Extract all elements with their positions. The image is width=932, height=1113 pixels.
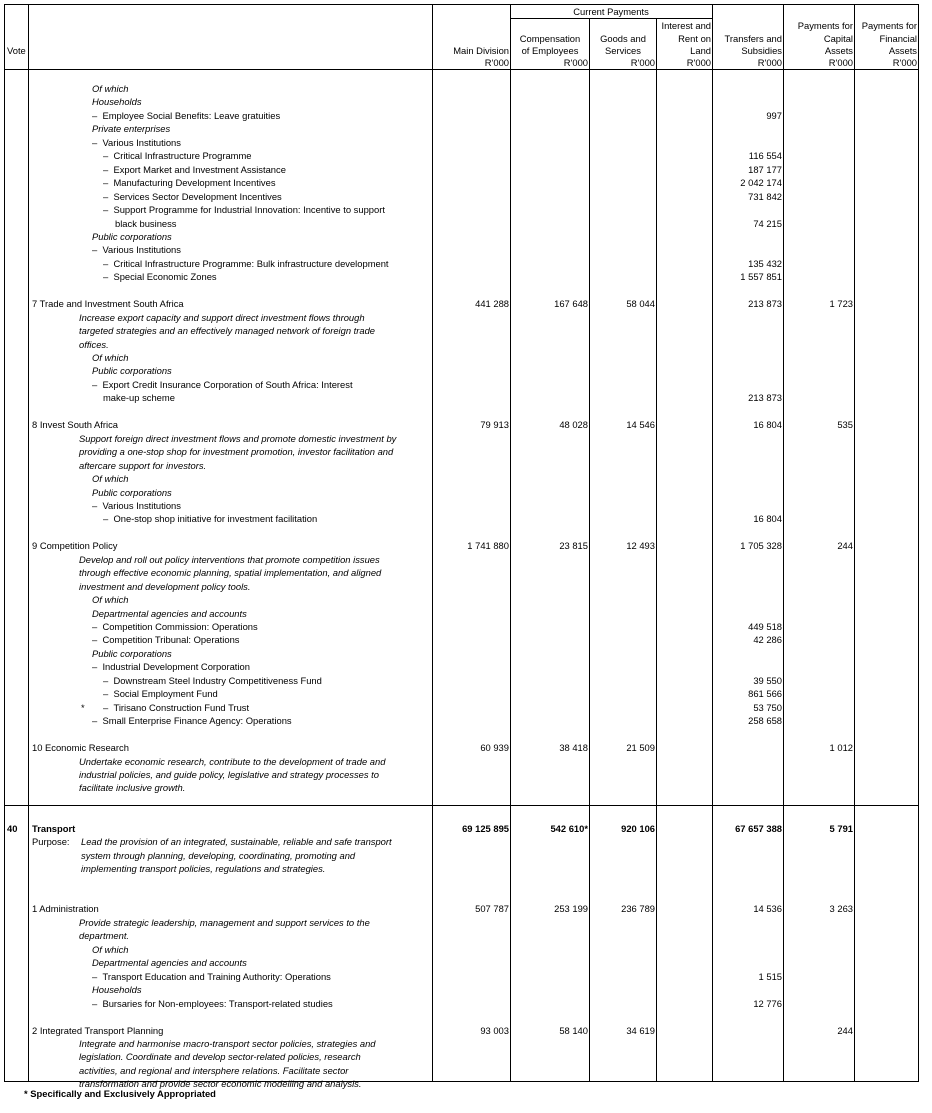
amount-tr: 449 518 bbox=[748, 621, 782, 632]
amount-ca: 1 723 bbox=[829, 298, 853, 309]
line-item-label: 7 Trade and Investment South Africa bbox=[32, 298, 184, 309]
line-item-label: – Competition Tribunal: Operations bbox=[92, 634, 240, 645]
line-item-label: – Social Employment Fund bbox=[103, 688, 218, 699]
amount-tr: 135 432 bbox=[748, 258, 782, 269]
line-item-label: – Manufacturing Development Incentives bbox=[103, 177, 276, 188]
line-item-label: Households bbox=[92, 96, 142, 107]
line-item-label: targeted strategies and an effectively managed network of foreign trade bbox=[79, 325, 376, 336]
line-item-label: Public corporations bbox=[92, 231, 172, 242]
line-item-label: – One-stop shop initiative for investment facilitation bbox=[103, 513, 317, 524]
amount-tr: 213 873 bbox=[748, 298, 782, 309]
line-item-label: – Industrial Development Corporation bbox=[92, 661, 250, 672]
transfers-header-1: Transfers and bbox=[724, 33, 782, 44]
line-item-label: – Employee Social Benefits: Leave gratuities bbox=[92, 110, 280, 121]
vote-header: Vote bbox=[7, 45, 26, 56]
line-item-label: Of which bbox=[92, 352, 129, 363]
unit-interest: R'000 bbox=[686, 57, 711, 68]
appropriation-table bbox=[4, 4, 919, 1089]
line-item-label: Departmental agencies and accounts bbox=[92, 957, 247, 968]
interest-header-2: Rent on bbox=[678, 33, 711, 44]
amount-ca: 3 263 bbox=[829, 903, 853, 914]
capital-header-2: Capital bbox=[823, 33, 853, 44]
current-payments-rule bbox=[510, 18, 712, 19]
line-item-label: providing a one-stop shop for investment promotion, investor facilitation and bbox=[79, 446, 394, 457]
line-item-label: Of which bbox=[92, 83, 129, 94]
amount-tr: 2 042 174 bbox=[740, 177, 782, 188]
amount-tr: 67 657 388 bbox=[735, 823, 782, 834]
amount-gs: 58 044 bbox=[626, 298, 655, 309]
amount-tr: 1 705 328 bbox=[740, 540, 782, 551]
line-item-label: implementing transport policies, regulations and strategies. bbox=[81, 863, 326, 874]
financial-header-3: Assets bbox=[888, 45, 917, 56]
amount-gs: 920 106 bbox=[621, 823, 655, 834]
line-item-label: Public corporations bbox=[92, 365, 172, 376]
line-item-label: – Transport Education and Training Authority: Operations bbox=[92, 971, 331, 982]
amount-tr: 39 550 bbox=[753, 675, 782, 686]
unit-main-division: R'000 bbox=[484, 57, 509, 68]
transfers-header-2: Subsidies bbox=[741, 45, 782, 56]
line-item-label: Private enterprises bbox=[92, 123, 171, 134]
line-item-label: Integrate and harmonise macro-transport sector policies, strategies and bbox=[79, 1038, 376, 1049]
amount-tr: 42 286 bbox=[753, 634, 782, 645]
amount-ce: 253 199 bbox=[554, 903, 588, 914]
amount-tr: 861 566 bbox=[748, 688, 782, 699]
unit-compensation: R'000 bbox=[563, 57, 588, 68]
goods-header-1: Goods and bbox=[600, 33, 646, 44]
amount-md: 1 741 880 bbox=[467, 540, 509, 551]
line-item-label: Transport bbox=[32, 823, 76, 834]
line-item-label: – Various Institutions bbox=[92, 500, 181, 511]
purpose-label: Purpose: bbox=[32, 836, 70, 847]
line-item-label: 9 Competition Policy bbox=[32, 540, 118, 551]
line-item-label: transformation and provide sector economic modelling and analysis. bbox=[79, 1078, 362, 1089]
amount-ce: 38 418 bbox=[559, 742, 588, 753]
line-item-label: – Services Sector Development Incentives bbox=[103, 191, 282, 202]
amount-ce: 48 028 bbox=[559, 419, 588, 430]
line-item-label: – Critical Infrastructure Programme bbox=[103, 150, 252, 161]
line-item-label: – Bursaries for Non-employees: Transport-related studies bbox=[92, 998, 333, 1009]
transport-divider bbox=[5, 805, 918, 806]
line-item-label: – Various Institutions bbox=[92, 244, 181, 255]
line-item-label: 2 Integrated Transport Planning bbox=[32, 1025, 164, 1036]
amount-tr: 997 bbox=[766, 110, 782, 121]
amount-tr: 16 804 bbox=[753, 419, 782, 430]
interest-header-3: Land bbox=[690, 45, 711, 56]
line-item-label: Public corporations bbox=[92, 648, 172, 659]
main-division-header: Main Division bbox=[453, 45, 509, 56]
amount-md: 507 787 bbox=[475, 903, 509, 914]
amount-tr: 116 554 bbox=[748, 150, 782, 161]
line-item-label: aftercare support for investors. bbox=[79, 460, 207, 471]
footnote-marker: * bbox=[81, 702, 85, 713]
line-item-label: – Export Credit Insurance Corporation of South Africa: Interest bbox=[92, 379, 353, 390]
amount-ce: 167 648 bbox=[554, 298, 588, 309]
line-item-label: system through planning, developing, coordinating, promoting and bbox=[81, 850, 356, 861]
financial-header-2: Financial bbox=[879, 33, 917, 44]
line-item-label: Households bbox=[92, 984, 142, 995]
amount-tr: 16 804 bbox=[753, 513, 782, 524]
line-item-label: activities, and regional and intersphere relations. Facilitate sector bbox=[79, 1065, 349, 1076]
line-item-label: – Special Economic Zones bbox=[103, 271, 217, 282]
amount-gs: 236 789 bbox=[621, 903, 655, 914]
amount-gs: 21 509 bbox=[626, 742, 655, 753]
amount-tr: 14 536 bbox=[753, 903, 782, 914]
capital-header-3: Assets bbox=[824, 45, 853, 56]
unit-financial: R'000 bbox=[892, 57, 917, 68]
line-item-label: – Downstream Steel Industry Competitiveness Fund bbox=[103, 675, 322, 686]
amount-md: 69 125 895 bbox=[462, 823, 509, 834]
amount-md: 93 003 bbox=[480, 1025, 509, 1036]
line-item-label: – Tirisano Construction Fund Trust bbox=[103, 702, 249, 713]
amount-gs: 34 619 bbox=[626, 1025, 655, 1036]
capital-header-1: Payments for bbox=[797, 20, 853, 31]
line-item-label: – Export Market and Investment Assistance bbox=[103, 164, 286, 175]
line-item-label: – Critical Infrastructure Programme: Bulk infrastructure development bbox=[103, 258, 389, 269]
line-item-label: Increase export capacity and support direct investment flows through bbox=[79, 312, 365, 323]
line-item-label: – Small Enterprise Finance Agency: Operations bbox=[92, 715, 292, 726]
line-item-label: department. bbox=[79, 930, 130, 941]
compensation-header-2: of Employees bbox=[521, 45, 579, 56]
interest-header-1: Interest and bbox=[661, 20, 711, 31]
amount-ce: 23 815 bbox=[559, 540, 588, 551]
line-item-label: Of which bbox=[92, 594, 129, 605]
line-item-label: Provide strategic leadership, management and support services to the bbox=[79, 917, 370, 928]
financial-header-1: Payments for bbox=[861, 20, 917, 31]
amount-tr: 213 873 bbox=[748, 392, 782, 403]
line-item-label: 8 Invest South Africa bbox=[32, 419, 118, 430]
line-item-label: Undertake economic research, contribute to the development of trade and bbox=[79, 756, 386, 767]
line-item-label: 10 Economic Research bbox=[32, 742, 129, 753]
line-item-label: Departmental agencies and accounts bbox=[92, 608, 247, 619]
unit-transfers: R'000 bbox=[757, 57, 782, 68]
amount-ce: 542 610* bbox=[550, 823, 588, 834]
unit-goods: R'000 bbox=[630, 57, 655, 68]
vote-number: 40 bbox=[7, 823, 18, 834]
line-item-label: Lead the provision of an integrated, sustainable, reliable and safe transport bbox=[81, 836, 392, 847]
line-item-label: – Support Programme for Industrial Innovation: Incentive to support bbox=[103, 204, 385, 215]
amount-md: 441 288 bbox=[475, 298, 509, 309]
line-item-label: Of which bbox=[92, 944, 129, 955]
amount-gs: 12 493 bbox=[626, 540, 655, 551]
line-item-label: Develop and roll out policy interventions that promote competition issues bbox=[79, 554, 380, 565]
amount-tr: 1 515 bbox=[758, 971, 782, 982]
amount-tr: 53 750 bbox=[753, 702, 782, 713]
line-item-label: make-up scheme bbox=[103, 392, 175, 403]
amount-ca: 5 791 bbox=[829, 823, 853, 834]
goods-header-2: Services bbox=[605, 45, 641, 56]
column-rule bbox=[854, 5, 855, 1082]
line-item-label: through effective economic planning, spatial implementation, and aligned bbox=[79, 567, 382, 578]
line-item-label: investment and development policy tools. bbox=[79, 581, 251, 592]
line-item-label: legislation. Coordinate and develop sector-related policies, research bbox=[79, 1051, 361, 1062]
line-item-label: Public corporations bbox=[92, 487, 172, 498]
amount-tr: 74 215 bbox=[753, 218, 782, 229]
footnote: * Specifically and Exclusively Appropriated bbox=[24, 1088, 216, 1099]
line-item-label: Support foreign direct investment flows and promote domestic investment by bbox=[79, 433, 397, 444]
column-rule bbox=[656, 18, 657, 1082]
amount-md: 79 913 bbox=[480, 419, 509, 430]
amount-ca: 535 bbox=[837, 419, 853, 430]
compensation-header-1: Compensation bbox=[519, 33, 581, 44]
amount-ce: 58 140 bbox=[559, 1025, 588, 1036]
line-item-label: black business bbox=[115, 218, 177, 229]
amount-md: 60 939 bbox=[480, 742, 509, 753]
column-rule bbox=[28, 5, 29, 1082]
line-item-label: Of which bbox=[92, 473, 129, 484]
amount-tr: 258 658 bbox=[748, 715, 782, 726]
amount-gs: 14 546 bbox=[626, 419, 655, 430]
line-item-label: offices. bbox=[79, 339, 109, 350]
amount-ca: 1 012 bbox=[829, 742, 853, 753]
line-item-label: – Competition Commission: Operations bbox=[92, 621, 258, 632]
amount-tr: 1 557 851 bbox=[740, 271, 782, 282]
unit-capital: R'000 bbox=[828, 57, 853, 68]
header-rule bbox=[5, 69, 918, 70]
amount-tr: 12 776 bbox=[753, 998, 782, 1009]
amount-tr: 187 177 bbox=[748, 164, 782, 175]
line-item-label: industrial policies, and guide policy, legislative and strategy processes to bbox=[79, 769, 379, 780]
line-item-label: facilitate inclusive growth. bbox=[79, 782, 186, 793]
amount-ca: 244 bbox=[837, 1025, 853, 1036]
line-item-label: 1 Administration bbox=[32, 903, 99, 914]
current-payments-header: Current Payments bbox=[573, 6, 649, 17]
amount-tr: 731 842 bbox=[748, 191, 782, 202]
line-item-label: – Various Institutions bbox=[92, 137, 181, 148]
amount-ca: 244 bbox=[837, 540, 853, 551]
